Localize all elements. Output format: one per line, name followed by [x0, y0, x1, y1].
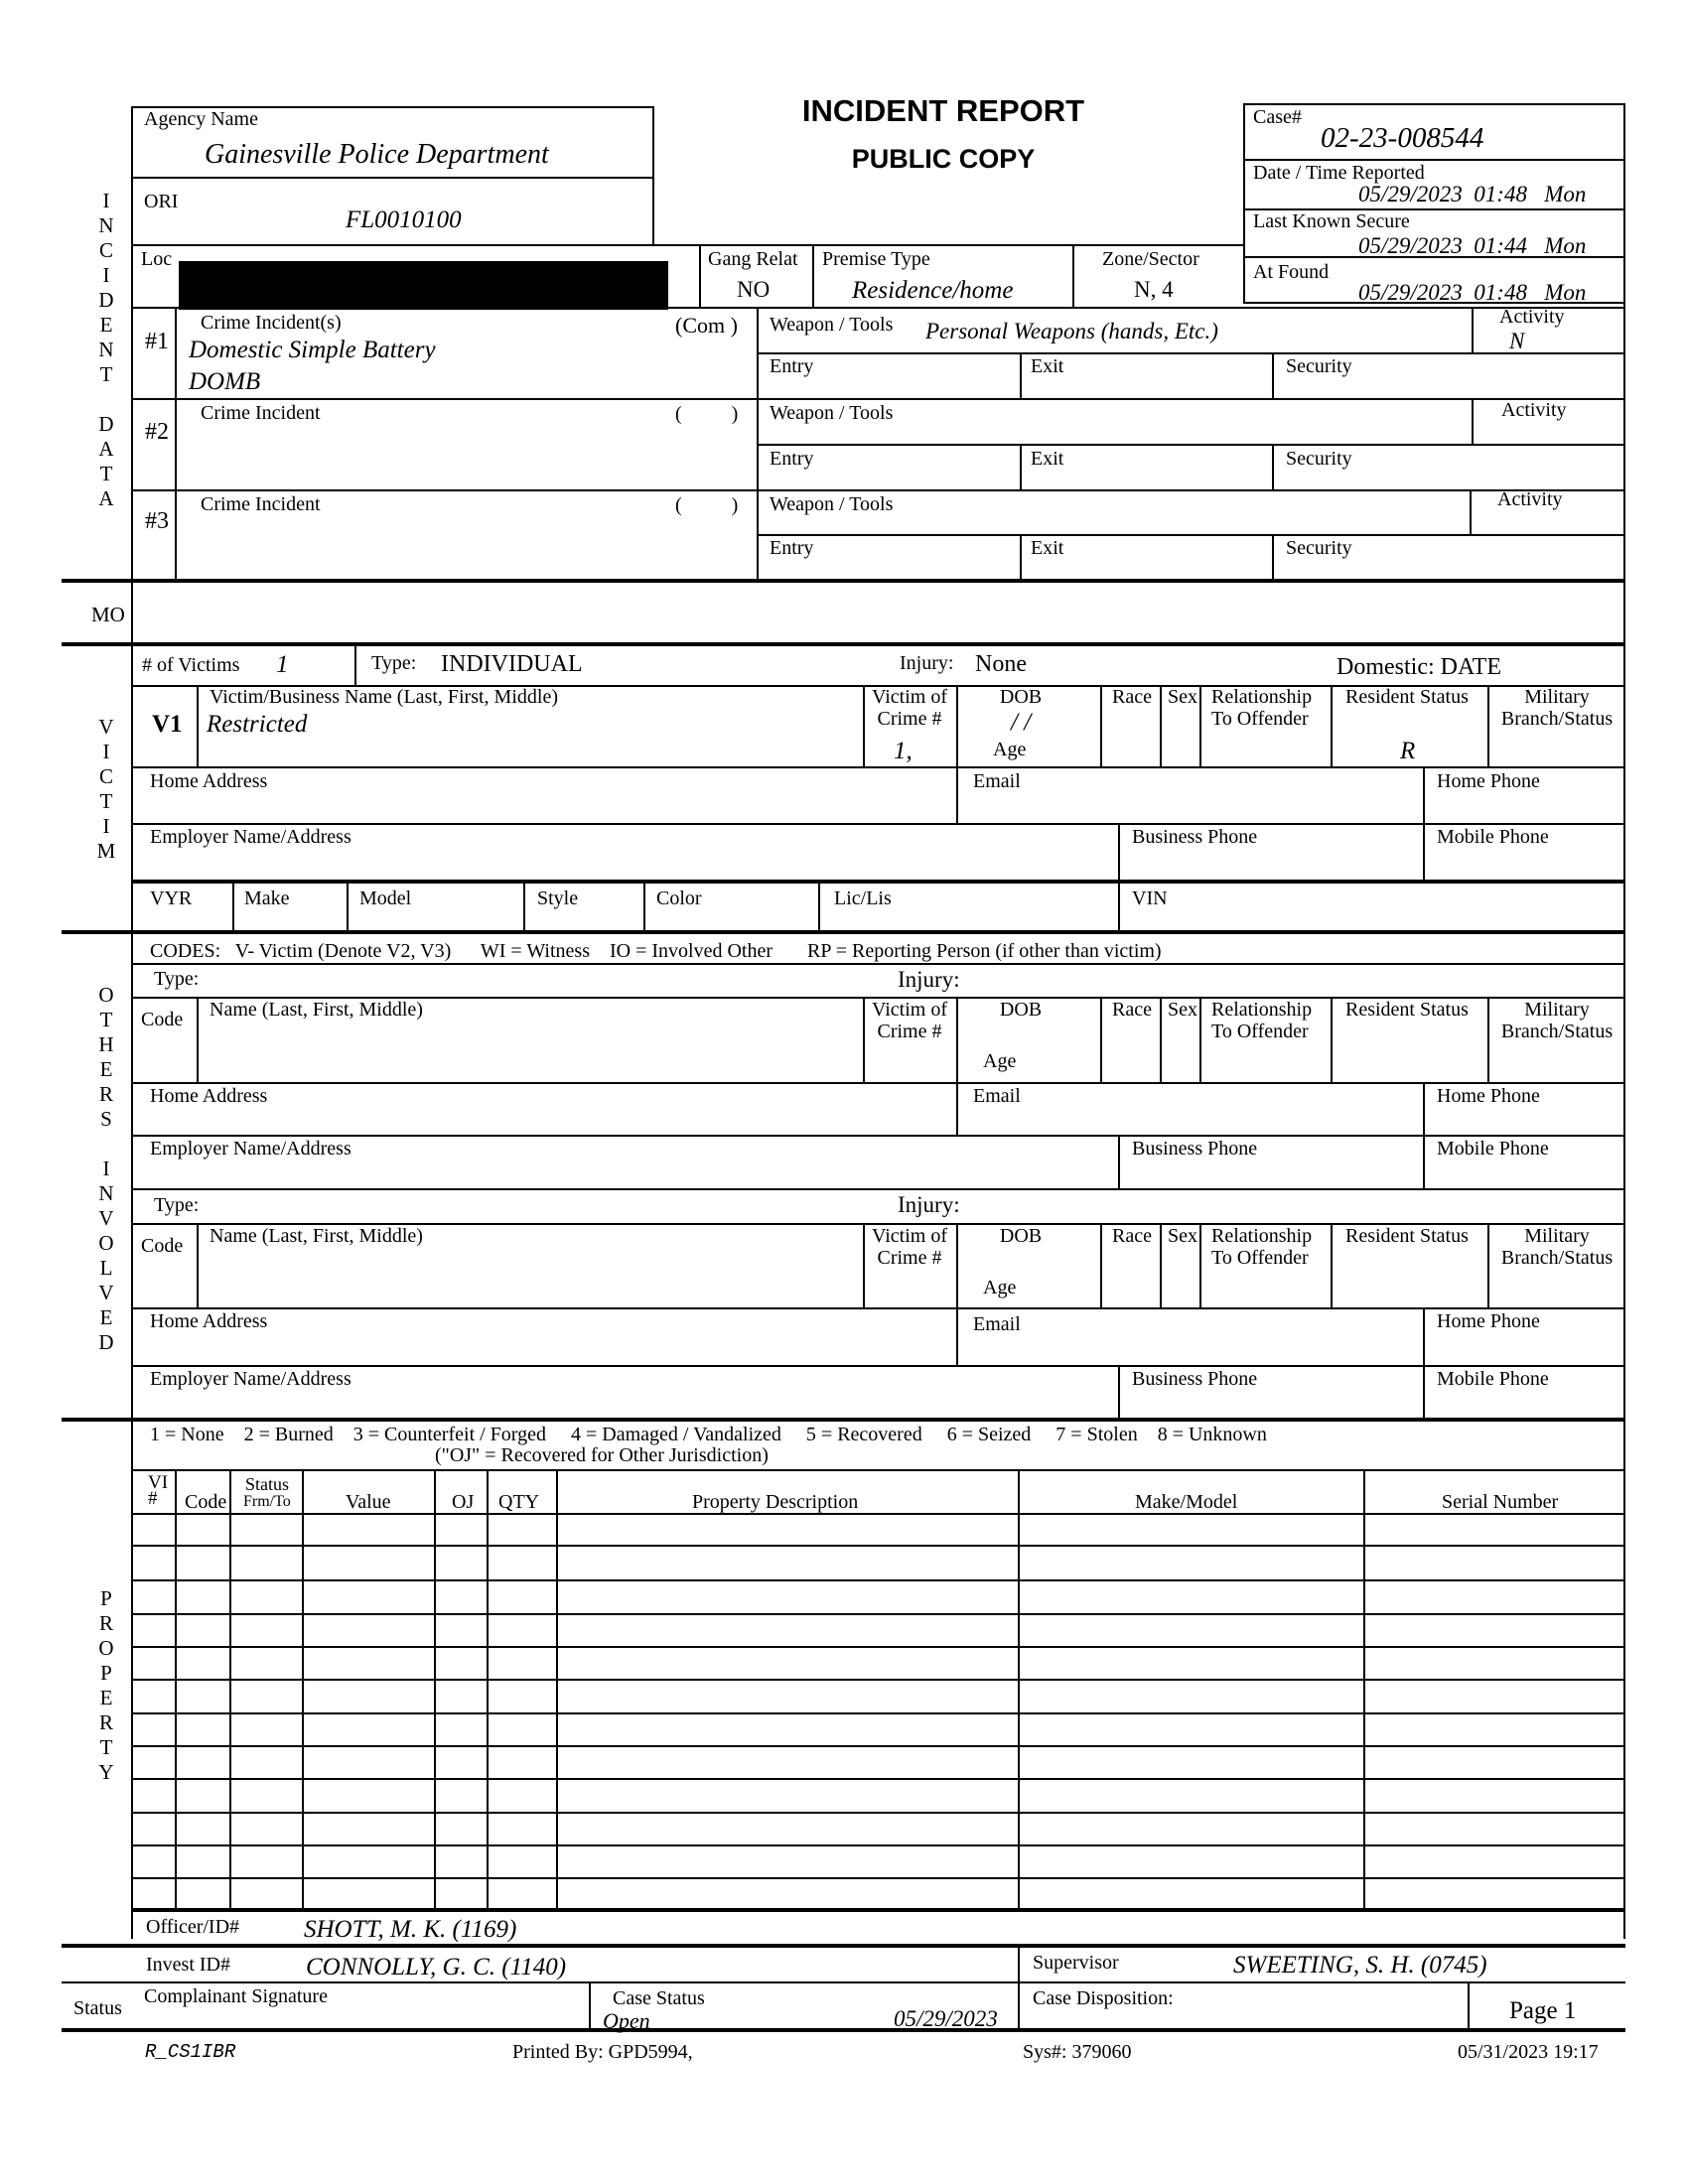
other2-dob-label: DOB: [999, 1225, 1043, 1247]
other2-bizphone-left: [1118, 1365, 1120, 1419]
report-subtitle: PUBLIC COPY: [851, 144, 1036, 174]
case-status-label: Case Status: [613, 1987, 705, 2009]
other1-resident-label: Resident Status: [1345, 999, 1469, 1021]
activity3-left: [1470, 489, 1472, 535]
victim-domestic: Domestic: DATE: [1336, 654, 1501, 680]
victim-home-phone-label: Home Phone: [1437, 770, 1540, 792]
other2-rel-label: Relationship To Offender: [1211, 1225, 1313, 1269]
rel-left: [1199, 685, 1201, 767]
other2-employer-label: Employer Name/Address: [150, 1368, 352, 1390]
secure-label: Last Known Secure: [1253, 210, 1410, 232]
other1-sex-label: Sex: [1168, 999, 1197, 1021]
other1-email-label: Email: [973, 1085, 1021, 1107]
case-number-label: Case#: [1253, 106, 1302, 128]
activity2-label: Activity: [1501, 399, 1567, 421]
activity1-value: N: [1509, 329, 1525, 353]
property-top: [62, 1418, 1625, 1422]
other1-code-col: [197, 997, 199, 1083]
other1-name-label: Name (Last, First, Middle): [210, 999, 423, 1021]
weapon2-label: Weapon / Tools: [770, 402, 894, 424]
crime2-label: Crime Incident: [201, 402, 321, 424]
security1-label: Security: [1286, 355, 1352, 377]
vyr-label: VYR: [150, 887, 193, 909]
case-number: 02-23-008544: [1321, 122, 1484, 154]
dob-label: DOB: [999, 686, 1043, 708]
case-status-date: 05/29/2023: [894, 2006, 998, 2031]
age-label: Age: [993, 739, 1027, 760]
gang-value: NO: [737, 277, 771, 302]
other1-home-phone-label: Home Phone: [1437, 1085, 1540, 1107]
sys-number: Sys#: 379060: [1023, 2041, 1132, 2063]
other2-resident-label: Resident Status: [1345, 1225, 1469, 1247]
resident-left: [1331, 685, 1333, 767]
agency-name: Gainesville Police Department: [205, 139, 549, 170]
agency-divider: [131, 177, 654, 179]
prop-row-10: [131, 1812, 1625, 1814]
page-left: [1468, 1981, 1470, 2029]
supervisor-value: SWEETING, S. H. (0745): [1233, 1952, 1487, 1979]
other2-row3-bottom: [131, 1365, 1625, 1367]
other1-race-left: [1100, 997, 1102, 1083]
status-label: Status: [73, 1997, 122, 2019]
other2-military-label: Military Branch/Status: [1500, 1225, 1614, 1269]
property-legend: 1 = None 2 = Burned 3 = Counterfeit / Forged 4 = Damaged / Vandalized 5 = Recovered 6 = Seized 7 = Stolen 8 = Unknown: [150, 1424, 1267, 1445]
invest-top: [62, 1944, 1625, 1948]
vin-left: [1118, 882, 1120, 931]
vin-label: VIN: [1132, 887, 1168, 909]
other2-home-address-label: Home Address: [150, 1310, 268, 1332]
prop-row-11: [131, 1844, 1625, 1846]
officer-value: SHOTT, M. K. (1169): [304, 1916, 517, 1943]
exit3-left: [1020, 534, 1022, 580]
other1-mobile-left: [1423, 1135, 1425, 1189]
other2-race-left: [1100, 1223, 1102, 1308]
other1-homephone-left: [1423, 1082, 1425, 1136]
entry1-top: [757, 352, 1625, 354]
other1-mobile-phone-label: Mobile Phone: [1437, 1138, 1549, 1160]
entry3-top: [757, 534, 1625, 536]
make-left: [232, 882, 234, 931]
col-vi-label: VI #: [148, 1472, 169, 1509]
make-label: Make: [244, 887, 290, 909]
victim-type-left: [354, 644, 356, 686]
other1-rel-label: Relationship To Offender: [1211, 999, 1313, 1042]
vehicle-top: [131, 880, 1625, 884]
other1-email-left: [956, 1082, 958, 1136]
dob-value: / /: [1011, 709, 1032, 736]
style-label: Style: [537, 887, 579, 909]
crime1-top: [131, 307, 1625, 309]
prop-row-4: [131, 1613, 1625, 1615]
prop-row-6: [131, 1679, 1625, 1681]
other2-code-col: [197, 1223, 199, 1308]
property-side-label: P R O P E R T Y: [98, 1586, 114, 1784]
report-title: INCIDENT REPORT: [801, 93, 1085, 128]
reported-label: Date / Time Reported: [1253, 162, 1425, 184]
voc-value: 1,: [894, 738, 913, 764]
right-border: [1623, 244, 1625, 1939]
other1-rel-left: [1199, 997, 1201, 1083]
crime3-top: [131, 489, 1625, 491]
col-oj-label: OJ: [452, 1491, 475, 1513]
case-divider-1: [1243, 159, 1625, 161]
prop-row-7: [131, 1712, 1625, 1714]
exit2-label: Exit: [1031, 448, 1064, 470]
premise-value: Residence/home: [852, 277, 1014, 304]
mo-bottom: [62, 642, 1625, 646]
other1-type-label: Type:: [154, 968, 200, 990]
other1-military-label: Military Branch/Status: [1500, 999, 1614, 1042]
supervisor-left: [1018, 1946, 1020, 1981]
other2-injury-label: Injury:: [898, 1192, 960, 1217]
redacted-location: [179, 261, 668, 310]
other1-row2-bottom: [131, 1082, 1625, 1084]
found-value: 05/29/2023 01:48 Mon: [1358, 280, 1587, 305]
other2-homephone-left: [1423, 1307, 1425, 1366]
weapon1-value: Personal Weapons (hands, Etc.): [925, 319, 1218, 343]
property-legend-oj: ("OJ" = Recovered for Other Jurisdiction): [435, 1444, 769, 1466]
other2-age-label: Age: [983, 1277, 1017, 1298]
prop-row-9: [131, 1778, 1625, 1780]
security2-label: Security: [1286, 448, 1352, 470]
sex-left: [1160, 685, 1162, 767]
other2-email-left: [956, 1307, 958, 1366]
security3-left: [1272, 534, 1274, 580]
exit1-left: [1020, 352, 1022, 399]
supervisor-label: Supervisor: [1033, 1952, 1119, 1974]
other2-home-phone-label: Home Phone: [1437, 1310, 1540, 1332]
other1-age-label: Age: [983, 1050, 1017, 1072]
zone-value: N, 4: [1134, 277, 1174, 302]
officer-top: [131, 1908, 1625, 1912]
other1-voc-label: Victim of Crime #: [871, 999, 947, 1042]
weapon1-label: Weapon / Tools: [770, 314, 894, 336]
secure-value: 05/29/2023 01:44 Mon: [1358, 233, 1587, 258]
codes-bottom: [131, 963, 1625, 965]
others-side-label: O T H E R S I N V O L V E D: [98, 983, 114, 1354]
other1-business-phone-label: Business Phone: [1132, 1138, 1258, 1160]
sex-label: Sex: [1168, 686, 1197, 708]
entry2-top: [757, 444, 1625, 446]
crime3-paren: ( ): [675, 494, 739, 516]
officer-label: Officer/ID#: [146, 1916, 240, 1938]
weapon3-label: Weapon / Tools: [770, 493, 894, 515]
printed-at: 05/31/2023 19:17: [1458, 2041, 1599, 2063]
security1-left: [1272, 352, 1274, 399]
other2-row2-bottom: [131, 1307, 1625, 1309]
other2-code-label: Code: [141, 1235, 184, 1257]
other2-mobile-phone-label: Mobile Phone: [1437, 1368, 1549, 1390]
other2-voc-label: Victim of Crime #: [871, 1225, 947, 1269]
other1-code-label: Code: [141, 1009, 184, 1030]
invest-label: Invest ID#: [146, 1954, 230, 1976]
victim-count-label: # of Victims: [142, 654, 240, 676]
prop-row-8: [131, 1745, 1625, 1747]
zone-left: [1072, 244, 1074, 307]
complainant-label: Complainant Signature: [144, 1985, 328, 2007]
left-border: [131, 244, 133, 1939]
others-top: [62, 930, 1625, 934]
other1-bizphone-left: [1118, 1135, 1120, 1189]
col-frmto-label: Frm/To: [243, 1493, 291, 1510]
entry1-label: Entry: [770, 355, 814, 377]
victim-row3-bottom: [131, 823, 1625, 825]
race-label: Race: [1112, 686, 1152, 708]
style-left: [523, 882, 525, 931]
prop-row-12: [131, 1877, 1625, 1879]
printed-by: Printed By: GPD5994,: [512, 2041, 693, 2063]
victim-id: V1: [152, 711, 183, 738]
crime1-name: Domestic Simple Battery: [189, 337, 436, 363]
victim-type-label: Type:: [371, 652, 417, 674]
crime2-number: #2: [145, 419, 169, 445]
ori-label: ORI: [144, 191, 179, 212]
other1-dob-label: DOB: [999, 999, 1043, 1021]
form-id: R_CS1IBR: [145, 2041, 236, 2063]
col-desc-label: Property Description: [692, 1491, 859, 1513]
victim-home-address-label: Home Address: [150, 770, 268, 792]
mo-top: [62, 579, 1625, 583]
security2-left: [1272, 444, 1274, 489]
victim-mobile-phone-label: Mobile Phone: [1437, 826, 1549, 848]
prop-row-3: [131, 1579, 1625, 1581]
zone-label: Zone/Sector: [1102, 248, 1199, 270]
victim-injury-label: Injury:: [900, 652, 954, 674]
activity2-left: [1472, 398, 1474, 445]
other2-sex-label: Sex: [1168, 1225, 1197, 1247]
other2-type-label: Type:: [154, 1194, 200, 1216]
col-value-label: Value: [346, 1491, 391, 1513]
other2-name-label: Name (Last, First, Middle): [210, 1225, 423, 1247]
lic-label: Lic/Lis: [834, 887, 892, 909]
crime-num-col: [175, 307, 177, 580]
crime1-number: #1: [145, 329, 169, 354]
other1-race-label: Race: [1112, 999, 1152, 1021]
other2-resident-left: [1331, 1223, 1333, 1308]
model-label: Model: [359, 887, 412, 909]
other2-email-label: Email: [973, 1313, 1021, 1335]
premise-label: Premise Type: [822, 248, 930, 270]
victim-email-left: [956, 766, 958, 824]
case-status-value: Open: [603, 2008, 650, 2033]
victim-side-label: V I C T I M: [96, 715, 116, 863]
crime3-number: #3: [145, 508, 169, 534]
entry2-label: Entry: [770, 448, 814, 470]
invest-value: CONNOLLY, G. C. (1140): [306, 1954, 567, 1980]
loc-top: [131, 244, 1245, 246]
col-make-label: Make/Model: [1135, 1491, 1238, 1513]
premise-left: [812, 244, 814, 307]
other1-injury-label: Injury:: [898, 967, 960, 992]
status-top: [62, 1981, 1625, 1983]
crime2-top: [131, 398, 1625, 400]
loc-label: Loc: [141, 248, 173, 270]
ori-value: FL0010100: [346, 206, 462, 233]
exit1-label: Exit: [1031, 355, 1064, 377]
found-label: At Found: [1253, 261, 1330, 283]
other1-bottom: [131, 1188, 1625, 1190]
military-label: Military Branch/Status: [1500, 686, 1614, 730]
victim-mobile-left: [1423, 823, 1425, 881]
col-code-label: Code: [185, 1491, 227, 1513]
crime1-code: DOMB: [189, 368, 261, 395]
resident-value: R: [1400, 738, 1416, 764]
victim-type: INDIVIDUAL: [441, 651, 583, 677]
victim-business-phone-label: Business Phone: [1132, 826, 1258, 848]
other1-home-address-label: Home Address: [150, 1085, 268, 1107]
security3-label: Security: [1286, 537, 1352, 559]
victim-employer-label: Employer Name/Address: [150, 826, 352, 848]
victim-name: Restricted: [207, 711, 308, 738]
other1-sex-left: [1160, 997, 1162, 1083]
other1-row3-bottom: [131, 1135, 1625, 1137]
model-left: [347, 882, 349, 931]
prop-row-1: [131, 1513, 1625, 1515]
incident-side-label: I N C I D E N T D A T A: [98, 189, 114, 510]
entry3-label: Entry: [770, 537, 814, 559]
exit3-label: Exit: [1031, 537, 1064, 559]
exit2-left: [1020, 444, 1022, 489]
agency-name-label: Agency Name: [144, 108, 258, 130]
col-qty-label: QTY: [498, 1491, 540, 1513]
other2-mobile-left: [1423, 1365, 1425, 1419]
col-status-label: Status: [245, 1474, 290, 1494]
victim-email-label: Email: [973, 770, 1021, 792]
crime1-label: Crime Incident(s): [201, 312, 342, 334]
victim-count: 1: [276, 651, 289, 678]
crime3-label: Crime Incident: [201, 493, 321, 515]
mo-label: MO: [91, 603, 125, 626]
other2-rel-left: [1199, 1223, 1201, 1308]
lic-left: [818, 882, 820, 931]
other1-resident-left: [1331, 997, 1333, 1083]
others-codes: CODES: V- Victim (Denote V2, V3) WI = Witness IO = Involved Other RP = Reporting Person (if other than victim): [150, 940, 1162, 962]
victim-id-col: [197, 685, 199, 767]
victim-injury: None: [975, 651, 1027, 677]
crime2-paren: ( ): [675, 403, 739, 425]
disposition-label: Case Disposition:: [1033, 1987, 1174, 2009]
color-label: Color: [656, 887, 702, 909]
activity3-label: Activity: [1497, 488, 1563, 510]
rel-label: Relationship To Offender: [1211, 686, 1313, 730]
other2-race-label: Race: [1112, 1225, 1152, 1247]
activity1-left: [1472, 307, 1474, 354]
case-status-left: [589, 1981, 591, 2029]
other2-business-phone-label: Business Phone: [1132, 1368, 1258, 1390]
resident-label: Resident Status: [1345, 686, 1469, 708]
page-number: Page 1: [1509, 1997, 1577, 2024]
legend-bottom: [131, 1469, 1625, 1471]
gang-label: Gang Relat: [708, 248, 798, 270]
disposition-left: [1018, 1981, 1020, 2029]
victim-row2-bottom: [131, 766, 1625, 768]
victim-bizphone-left: [1118, 823, 1120, 881]
col-serial-label: Serial Number: [1442, 1491, 1559, 1513]
prop-row-2: [131, 1545, 1625, 1547]
race-left: [1100, 685, 1102, 767]
other2-sex-left: [1160, 1223, 1162, 1308]
color-left: [643, 882, 645, 931]
prop-row-5: [131, 1646, 1625, 1648]
status-bottom: [62, 2028, 1625, 2032]
activity1-label: Activity: [1499, 306, 1565, 328]
voc-label: Victim of Crime #: [871, 686, 947, 730]
reported-value: 05/29/2023 01:48 Mon: [1358, 182, 1587, 206]
victim-name-label: Victim/Business Name (Last, First, Middle): [210, 686, 558, 708]
crime1-paren: (Com ): [675, 313, 738, 338]
victim-homephone-left: [1423, 766, 1425, 824]
other1-employer-label: Employer Name/Address: [150, 1138, 352, 1160]
gang-left: [699, 244, 701, 307]
